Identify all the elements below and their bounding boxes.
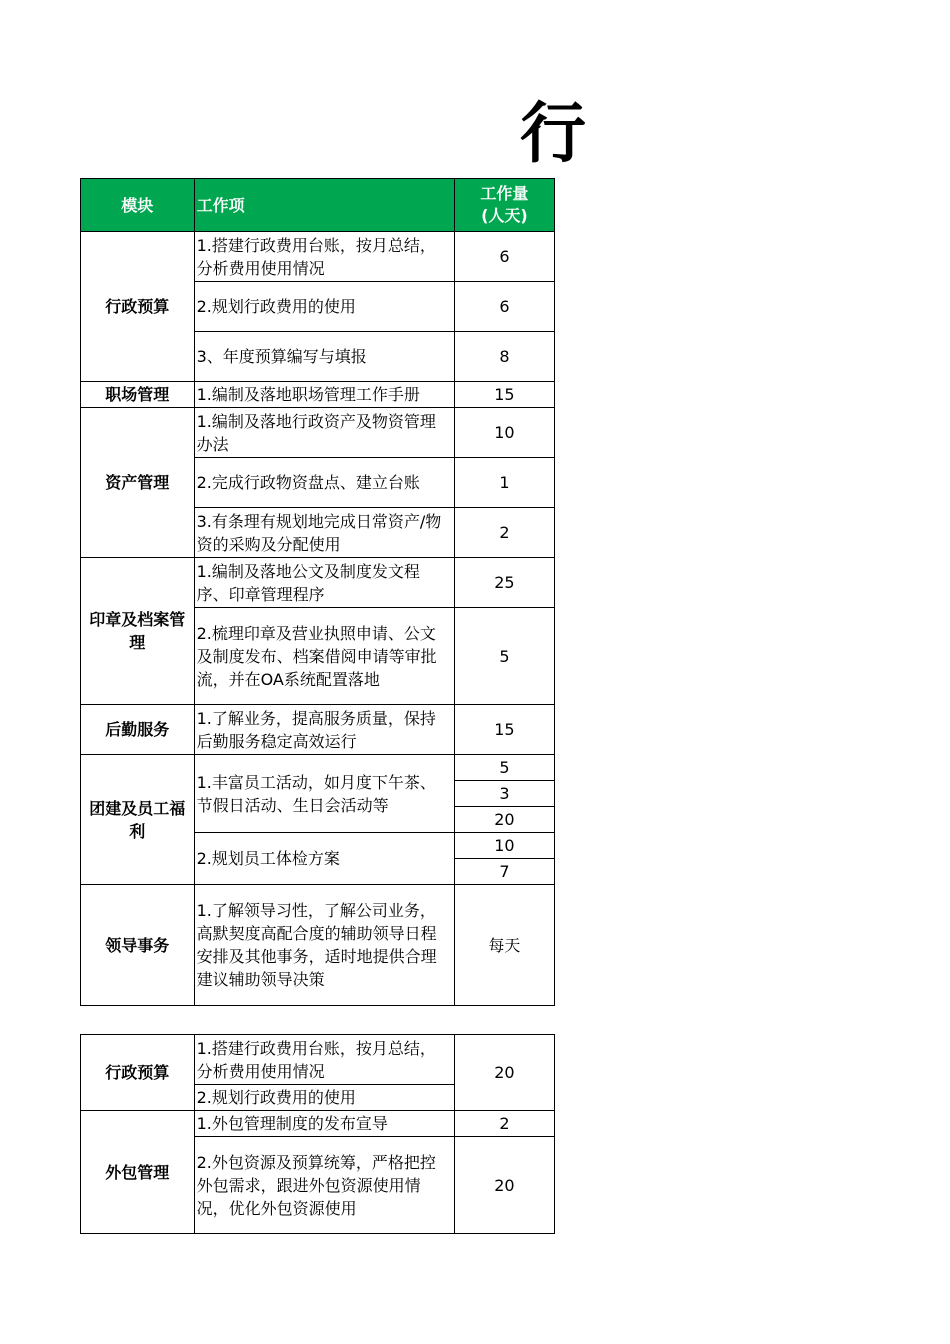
page-title: 行 bbox=[520, 95, 586, 172]
item-cell: 1.编制及落地职场管理工作手册 bbox=[194, 382, 454, 408]
table-row bbox=[81, 755, 555, 781]
item-cell: 1.了解领导习性，了解公司业务，高默契度高配合度的辅助领导日程安排及其他事务，适时地提供合理建议辅助领导决策 bbox=[194, 885, 454, 1006]
module-cell: 领导事务 bbox=[81, 885, 195, 1006]
table-row bbox=[81, 885, 555, 1006]
qty-cell: 10 bbox=[454, 408, 554, 458]
qty-cell: 3 bbox=[454, 781, 554, 807]
item-cell: 3、年度预算编写与填报 bbox=[194, 332, 454, 382]
item-cell: 2.外包资源及预算统筹，严格把控外包需求，跟进外包资源使用情况，优化外包资源使用 bbox=[194, 1137, 454, 1234]
item-cell: 1.搭建行政费用台账，按月总结，分析费用使用情况 bbox=[194, 232, 454, 282]
qty-cell: 6 bbox=[454, 232, 554, 282]
item-cell: 1.丰富员工活动，如月度下午茶、节假日活动、生日会活动等 bbox=[194, 755, 454, 833]
item-cell: 2.完成行政物资盘点、建立台账 bbox=[194, 458, 454, 508]
table-row bbox=[81, 1111, 555, 1137]
item-cell: 1.编制及落地公文及制度发文程序、印章管理程序 bbox=[194, 558, 454, 608]
module-cell: 行政预算 bbox=[81, 1035, 195, 1111]
module-cell: 行政预算 bbox=[81, 232, 195, 382]
module-cell: 外包管理 bbox=[81, 1111, 195, 1234]
module-cell: 印章及档案管理 bbox=[81, 558, 195, 705]
table-row bbox=[81, 382, 555, 408]
table-header-row bbox=[81, 179, 555, 232]
qty-cell: 2 bbox=[454, 508, 554, 558]
item-cell: 2.规划行政费用的使用 bbox=[194, 282, 454, 332]
qty-cell: 20 bbox=[454, 1137, 554, 1234]
table-row bbox=[81, 705, 555, 755]
item-cell: 3.有条理有规划地完成日常资产/物资的采购及分配使用 bbox=[194, 508, 454, 558]
workload-table-2 bbox=[80, 1034, 555, 1234]
qty-cell: 8 bbox=[454, 332, 554, 382]
header-item: 工作项 bbox=[194, 179, 454, 232]
table-row bbox=[81, 558, 555, 608]
qty-cell: 5 bbox=[454, 608, 554, 705]
qty-cell: 20 bbox=[454, 807, 554, 833]
qty-cell: 6 bbox=[454, 282, 554, 332]
qty-cell: 15 bbox=[454, 705, 554, 755]
qty-cell: 1 bbox=[454, 458, 554, 508]
item-cell: 1.了解业务，提高服务质量，保持后勤服务稳定高效运行 bbox=[194, 705, 454, 755]
qty-cell: 10 bbox=[454, 833, 554, 859]
table-row bbox=[81, 408, 555, 458]
qty-cell: 25 bbox=[454, 558, 554, 608]
qty-cell: 每天 bbox=[454, 885, 554, 1006]
module-cell: 资产管理 bbox=[81, 408, 195, 558]
item-cell: 1.编制及落地行政资产及物资管理办法 bbox=[194, 408, 454, 458]
qty-cell: 7 bbox=[454, 859, 554, 885]
qty-cell: 15 bbox=[454, 382, 554, 408]
qty-cell: 2 bbox=[454, 1111, 554, 1137]
item-cell: 2.规划员工体检方案 bbox=[194, 833, 454, 885]
workload-table bbox=[80, 178, 555, 1006]
item-cell: 2.梳理印章及营业执照申请、公文及制度发布、档案借阅申请等审批流，并在OA系统配置落地 bbox=[194, 608, 454, 705]
table-row bbox=[81, 1035, 555, 1085]
item-cell: 1.外包管理制度的发布宣导 bbox=[194, 1111, 454, 1137]
header-workload: 工作量 (人天) bbox=[454, 179, 554, 232]
module-cell: 后勤服务 bbox=[81, 705, 195, 755]
table-row bbox=[81, 232, 555, 282]
qty-cell: 20 bbox=[454, 1035, 554, 1111]
item-cell: 1.搭建行政费用台账，按月总结，分析费用使用情况 bbox=[194, 1035, 454, 1085]
module-cell: 团建及员工福利 bbox=[81, 755, 195, 885]
qty-cell: 5 bbox=[454, 755, 554, 781]
header-module: 模块 bbox=[81, 179, 195, 232]
item-cell: 2.规划行政费用的使用 bbox=[194, 1085, 454, 1111]
module-cell: 职场管理 bbox=[81, 382, 195, 408]
